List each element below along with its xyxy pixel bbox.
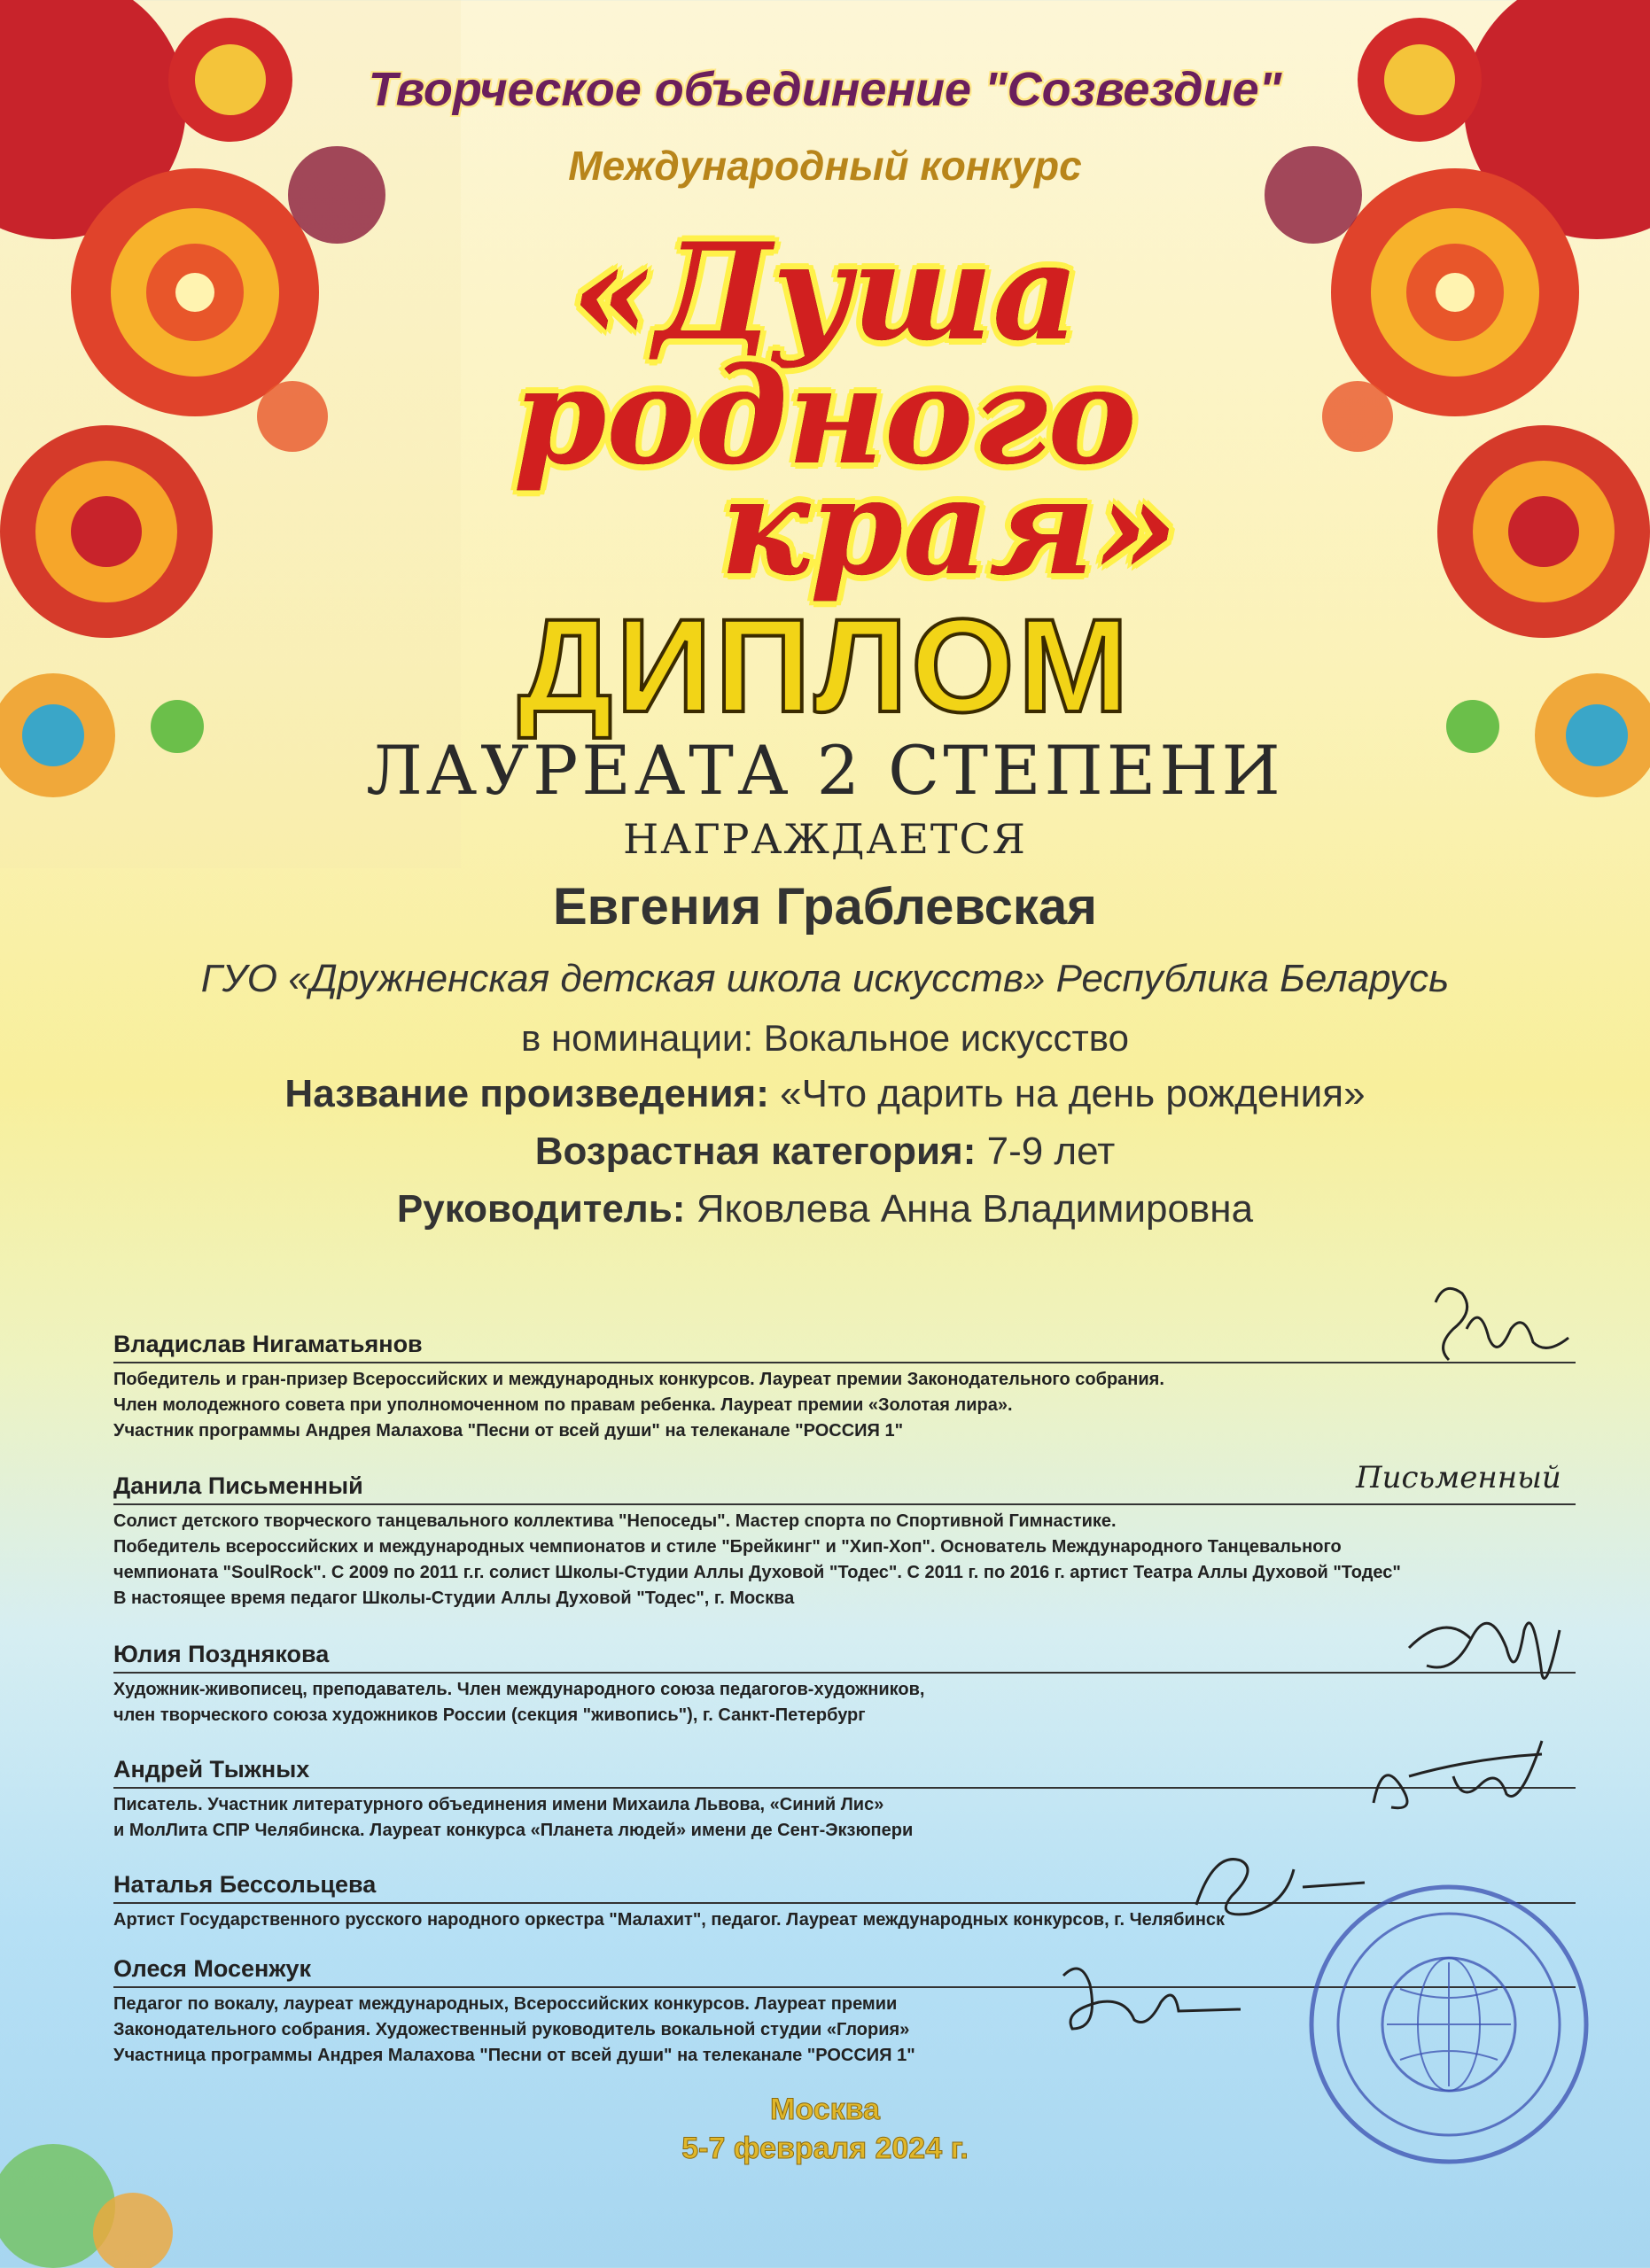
jury-description-line: и МолЛита СПР Челябинска. Лауреат конкурса «Планета людей» имени де Сент-Экзюпери: [113, 1821, 914, 1840]
institution: ГУО «Дружненская детская школа искусств» Республика Беларусь: [200, 957, 1450, 1000]
contest-subtitle: Международный конкурс: [568, 143, 1082, 189]
jury-description-line: Солист детского творческого танцевального коллектива "Непоседы". Мастер спорта по Спортивной Гимнастике.: [113, 1511, 1117, 1531]
signature-icon: [1046, 1949, 1249, 2047]
recipient-name: Евгения Граблевская: [552, 878, 1098, 936]
leader-row: [0, 1187, 1650, 1231]
jury-description-line: Участник программы Андрея Малахова "Песни от всей души" на телеканале "РОССИЯ 1": [113, 1421, 904, 1441]
nomination: в номинации: Вокальное искусство: [520, 1017, 1129, 1059]
jury-member-name: Олеся Мосенжук: [113, 1955, 1576, 1988]
event-dates: 5-7 февраля 2024 г.: [681, 2132, 969, 2165]
leader-label: Руководитель:: [396, 1187, 686, 1231]
jury-member-name: Юлия Позднякова: [113, 1641, 1576, 1674]
jury-description-line: чемпионата "SoulRock". С 2009 по 2011 г.г. солист Школы-Студии Аллы Духовой "Тодес". С 2011 г. по 2016 г. артист Театра Аллы Духовой "Тодес": [113, 1563, 1401, 1582]
signature-icon: [1427, 1276, 1577, 1373]
jury-description-line: член творческого союза художников России (секция "живопись"), г. Санкт-Петербург: [113, 1705, 866, 1725]
signature-icon: [1365, 1723, 1560, 1821]
jury-description-line: Победитель всероссийских и международных чемпионатов и стиле "Брейкинг" и "Хип-Хоп". Основатель Международного Танцевального: [113, 1537, 1342, 1557]
leader-value: Яковлева Анна Владимировна: [696, 1187, 1254, 1231]
jury-description-line: Писатель. Участник литературного объединения имени Михаила Львова, «Синий Лис»: [113, 1795, 884, 1814]
laureate-degree: ЛАУРЕАТА 2 СТЕПЕНИ: [366, 731, 1284, 810]
contest-title-line-1: «Душа: [571, 214, 1079, 370]
jury-description-line: Артист Государственного русского народного оркестра "Малахит", педагог. Лауреат международных конкурсов, г. Челябинск: [113, 1910, 1226, 1930]
signature-icon: [1391, 1595, 1568, 1701]
jury-description-line: Художник-живописец, преподаватель. Член международного союза педагогов-художников,: [113, 1680, 925, 1699]
contest-title-line-3: края»: [720, 449, 1179, 605]
age-category-label: Возрастная категория:: [534, 1130, 977, 1173]
jury-member-name: Данила Письменный: [113, 1472, 1576, 1505]
work-title-label: Название произведения:: [284, 1072, 769, 1115]
jury-member-name: Андрей Тыжных: [113, 1756, 1576, 1789]
work-title-row: [0, 1072, 1650, 1116]
jury-member-name: Владислав Нигаматьянов: [113, 1331, 1576, 1363]
jury-description-line: Член молодежного совета при уполномоченном по правам ребенка. Лауреат премии «Золотая лира».: [113, 1395, 1013, 1415]
awarded-label: НАГРАЖДАЕТСЯ: [623, 815, 1027, 863]
jury-member-name: Наталья Бессольцева: [113, 1871, 1576, 1904]
work-title-value: «Что дарить на день рождения»: [780, 1072, 1366, 1115]
jury-description-line: Участница программы Андрея Малахова "Песни от всей души" на телеканале "РОССИЯ 1": [113, 2046, 915, 2065]
jury-member-description: [113, 1509, 1576, 1612]
jury-member: [113, 1331, 1576, 1444]
signature-pismenny: Письменный: [1356, 1460, 1561, 1495]
jury-description-line: Законодательного собрания. Художественный руководитель вокальной студии «Глория»: [113, 2020, 910, 2039]
jury-description-line: Педагог по вокалу, лауреат международных, Всероссийских конкурсов. Лауреат премии: [113, 1994, 898, 2014]
jury-member: [113, 1756, 1576, 1844]
jury-description-line: Победитель и гран-призер Всероссийских и международных конкурсов. Лауреат премии Законодательного собрания.: [113, 1370, 1164, 1389]
jury-description-line: В настоящее время педагог Школы-Студии Аллы Духовой "Тодес", г. Москва: [113, 1588, 795, 1608]
jury-member-description: [113, 1677, 1576, 1728]
city: Москва: [770, 2093, 880, 2126]
jury-member-description: [113, 1367, 1576, 1444]
age-category-value: 7-9 лет: [986, 1130, 1116, 1173]
jury-member: [113, 1641, 1576, 1728]
organization-title: Творческое объединение "Созвездие": [368, 63, 1282, 116]
contest-title-line-2: родного: [513, 338, 1137, 494]
age-category-row: [0, 1130, 1650, 1174]
diploma-title: ДИПЛОМ: [518, 591, 1132, 740]
